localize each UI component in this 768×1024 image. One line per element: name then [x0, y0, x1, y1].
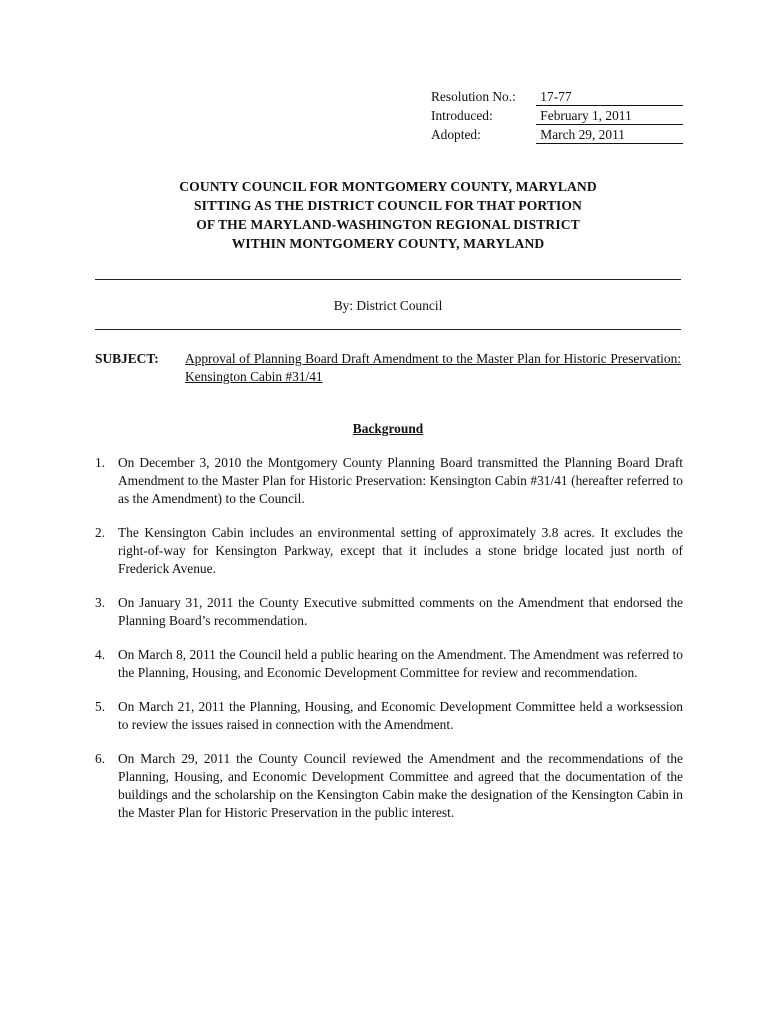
subject-block	[95, 350, 681, 386]
list-item	[95, 750, 683, 822]
item-text: On December 3, 2010 the Montgomery County Planning Board transmitted the Planning Board Draft Amendment to the Master Plan for Historic Preservation: Kensington Cabin #31/41 (hereafter referred to as the Amendment) to the Council.	[118, 455, 683, 506]
item-text: On March 21, 2011 the Planning, Housing, and Economic Development Committee held a worksession to review the issues raised in connection with the Amendment.	[118, 699, 683, 732]
item-text: On March 8, 2011 the Council held a public hearing on the Amendment. The Amendment was referred to the Planning, Housing, and Economic Development Committee for review and recommendation.	[118, 647, 683, 680]
item-text: On March 29, 2011 the County Council reviewed the Amendment and the recommendations of the Planning, Housing, and Economic Development Committee and agreed that the documentation of the buildings and the scholarship on the Kensington Cabin make the designation of the Kensington Cabin in the Master Plan for Historic Preservation in the public interest.	[118, 751, 683, 820]
list-item	[95, 454, 683, 508]
item-number: 1.	[95, 455, 106, 470]
list-item	[95, 698, 683, 734]
item-number: 5.	[95, 699, 106, 714]
subject-text: Approval of Planning Board Draft Amendment to the Master Plan for Historic Preservation: Kensington Cabin #31/41	[185, 351, 681, 384]
heading-line: SITTING AS THE DISTRICT COUNCIL FOR THAT PORTION	[194, 198, 582, 213]
heading-line: WITHIN MONTGOMERY COUNTY, MARYLAND	[231, 236, 545, 251]
heading-line: OF THE MARYLAND-WASHINGTON REGIONAL DISTRICT	[196, 217, 580, 232]
item-text: On January 31, 2011 the County Executive submitted comments on the Amendment that endorsed the Planning Board’s recommendation.	[118, 595, 683, 628]
resolution-number-value: 17-77	[536, 88, 683, 106]
item-text: The Kensington Cabin includes an environmental setting of approximately 3.8 acres. It excludes the right-of-way for Kensington Parkway, except that it includes a stone bridge located just north of Frederick Avenue.	[118, 525, 683, 576]
adopted-label: Adopted:	[431, 127, 481, 142]
council-heading	[60, 177, 716, 253]
heading-line: COUNTY COUNCIL FOR MONTGOMERY COUNTY, MARYLAND	[179, 179, 597, 194]
introduced-label: Introduced:	[431, 108, 493, 123]
item-number: 3.	[95, 595, 106, 610]
adopted-value: March 29, 2011	[536, 126, 683, 144]
list-item	[95, 524, 683, 578]
item-number: 6.	[95, 751, 106, 766]
resolution-number-row	[431, 87, 683, 106]
background-heading: Background	[352, 421, 424, 436]
item-number: 2.	[95, 525, 106, 540]
introduced-row	[431, 106, 683, 125]
background-list	[95, 454, 683, 838]
item-number: 4.	[95, 647, 106, 662]
resolution-number-label: Resolution No.:	[431, 89, 516, 104]
by-line: By: District Council	[333, 298, 443, 313]
resolution-info	[431, 87, 683, 144]
list-item	[95, 594, 683, 630]
divider-bottom	[95, 329, 681, 330]
list-item	[95, 646, 683, 682]
divider-top	[95, 279, 681, 280]
subject-label: SUBJECT:	[95, 351, 159, 366]
adopted-row	[431, 125, 683, 144]
introduced-value: February 1, 2011	[536, 107, 683, 125]
